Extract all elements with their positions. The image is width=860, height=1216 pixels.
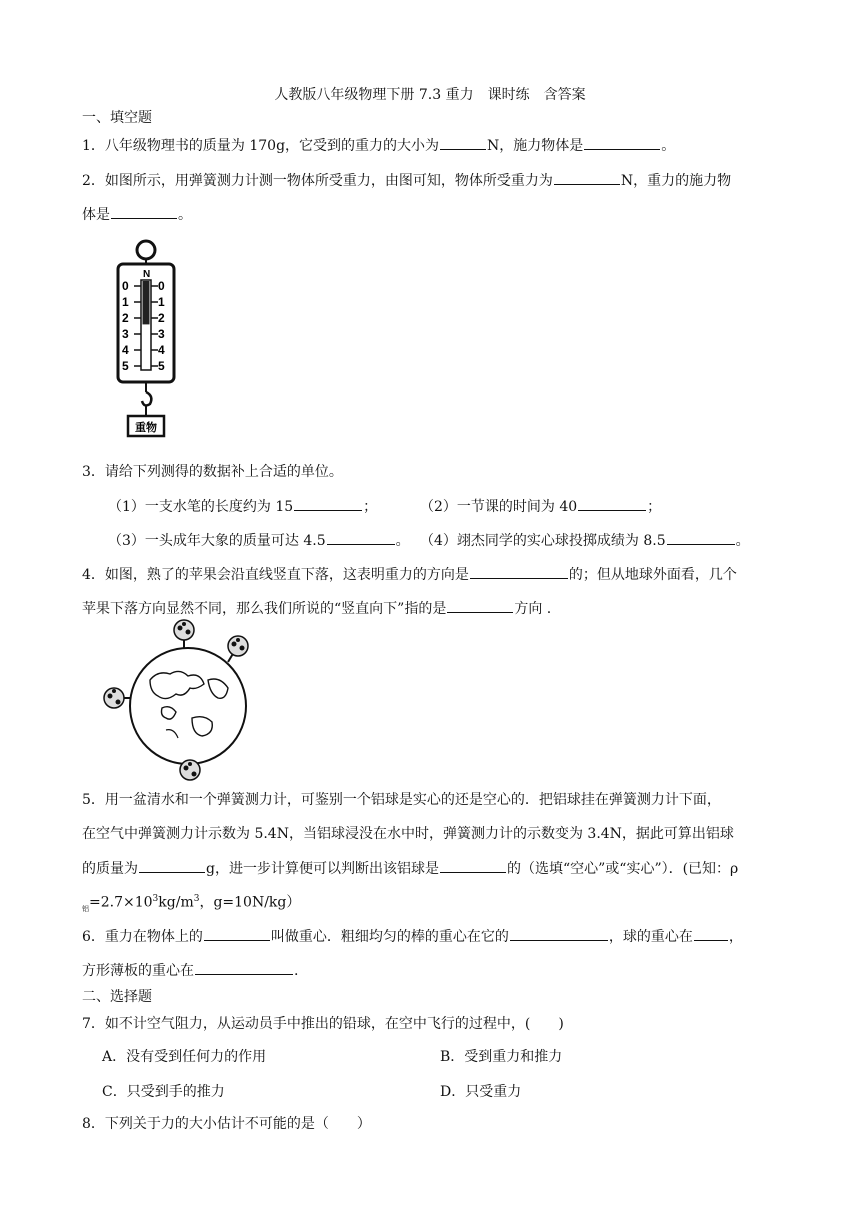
q5-sup-2: 3 <box>193 894 200 904</box>
scale-tick-label-left: 0 <box>122 279 129 293</box>
q3-item-2-end: ； <box>647 499 662 515</box>
q2-text-b: N，重力的施力物 <box>620 173 732 189</box>
scale-fill-bar <box>143 281 150 324</box>
apple-tree-bottom <box>180 760 200 780</box>
q3-item-3-text: （3）一头成年大象的质量可达 4.5 <box>108 533 326 549</box>
q1-text-a: 1．八年级物理书的质量为 170g，它受到的重力的大小为 <box>82 138 440 154</box>
question-2-cont <box>82 204 192 225</box>
q5-text-c1: 的质量为 <box>82 861 138 877</box>
q3-item-3-end: 。 <box>395 533 410 549</box>
question-6 <box>82 926 743 947</box>
q3-item-4-text: （4）翊杰同学的实心球投掷成绩为 8.5 <box>420 533 666 549</box>
q4-text-d: 方向 . <box>514 601 552 617</box>
q4-text-a: 4．如图，熟了的苹果会沿直线竖直下落，这表明重力的方向是 <box>82 567 469 583</box>
q5-blank-2[interactable] <box>440 858 506 873</box>
q6-blank-2[interactable] <box>510 926 608 941</box>
q3-blank-1[interactable] <box>294 496 362 511</box>
scale-tick-label-right: 1 <box>158 295 165 309</box>
q4-blank-2[interactable] <box>447 598 513 613</box>
q3-blank-3[interactable] <box>327 530 395 545</box>
q5-text-d2: kg/m <box>158 894 194 911</box>
scale-tick-label-left: 5 <box>122 359 129 373</box>
scale-tick-label-right: 2 <box>158 311 165 325</box>
question-4 <box>82 564 737 585</box>
q7-option-a[interactable]: A．没有受到任何力的作用 <box>102 1049 267 1065</box>
scale-tick-label-left: 3 <box>122 327 129 341</box>
question-5: 5．用一盆清水和一个弹簧测力计，可鉴别一个铝球是实心的还是空心的．把铝球挂在弹簧测力计下面， <box>82 792 721 808</box>
q6-blank-1[interactable] <box>204 926 270 941</box>
q6-text-c: ，球的重心在 <box>608 929 693 945</box>
earth-apples-figure <box>100 618 260 782</box>
q3-blank-4[interactable] <box>667 530 735 545</box>
scale-tick-label-right: 0 <box>158 279 165 293</box>
question-7: 7．如不计空气阻力，从运动员手中推出的铅球，在空中飞行的过程中，( ) <box>82 1016 564 1032</box>
q5-blank-1[interactable] <box>139 858 205 873</box>
q5-text-d3: ，g=10N/kg） <box>199 894 301 911</box>
section-choice: 二、选择题 <box>82 989 152 1005</box>
question-5-line-3 <box>82 858 738 879</box>
apple-tree-right <box>228 636 248 662</box>
q1-text-b: N，施力物体是 <box>487 138 584 154</box>
q3-blank-2[interactable] <box>578 496 646 511</box>
q2-text-c: 体是 <box>82 207 110 223</box>
section-fill-in: 一、填空题 <box>82 110 152 126</box>
q2-text-a: 2．如图所示，用弹簧测力计测一物体所受重力，由图可知，物体所受重力为 <box>82 173 553 189</box>
q3-item-1-text: （1）一支水笔的长度约为 15 <box>108 499 294 515</box>
earth-globe <box>130 648 246 764</box>
q6-text-a: 6．重力在物体上的 <box>82 929 203 945</box>
q6-text-d: ， <box>728 929 743 945</box>
weight-label: 重物 <box>135 421 157 434</box>
q3-item-4-end: 。 <box>735 533 750 549</box>
q4-blank-1[interactable] <box>470 564 568 579</box>
scale-tick-label-left: 4 <box>122 343 129 357</box>
question-2 <box>82 170 731 191</box>
q3-item-2-text: （2）一节课的时间为 40 <box>420 499 578 515</box>
q1-blank-2[interactable] <box>584 135 660 150</box>
q6-text-e: 方形薄板的重心在 <box>82 963 194 979</box>
q2-blank-1[interactable] <box>554 170 620 185</box>
q5-text-d1: =2.7×10 <box>89 894 153 911</box>
q2-text-d: 。 <box>178 207 192 223</box>
page-title: 人教版八年级物理下册 7.3 重力 课时练 含答案 <box>274 87 586 103</box>
scale-tick-label-right: 3 <box>158 327 165 341</box>
q3-item-4 <box>420 530 750 551</box>
q3-item-1-end: ； <box>363 499 378 515</box>
q3-item-1 <box>108 496 377 517</box>
q6-blank-4[interactable] <box>195 960 293 975</box>
q4-text-b: 的；但从地球外面看，几个 <box>568 567 737 583</box>
q5-text-c3: 的（选填“空心”或“实心”）．(已知：ρ <box>506 861 739 877</box>
question-3: 3．请给下列测得的数据补上合适的单位。 <box>82 464 343 480</box>
q7-option-b[interactable]: B．受到重力和推力 <box>440 1049 563 1065</box>
scale-tick-label-right: 4 <box>158 343 165 357</box>
q4-text-c: 苹果下落方向显然不同，那么我们所说的“竖直向下”指的是 <box>82 601 447 617</box>
q2-blank-2[interactable] <box>111 204 177 219</box>
scale-tick-label-right: 5 <box>158 359 165 373</box>
scale-tick-label-left: 2 <box>122 311 129 325</box>
q6-text-f: . <box>294 963 299 979</box>
q1-text-c: 。 <box>661 138 676 154</box>
question-1 <box>82 135 675 156</box>
q3-item-3 <box>108 530 410 551</box>
q7-option-d[interactable]: D．只受重力 <box>440 1084 522 1100</box>
apple-tree-left <box>104 688 130 708</box>
q1-blank-1[interactable] <box>440 135 486 150</box>
q6-text-b: 叫做重心．粗细均匀的棒的重心在它的 <box>270 929 509 945</box>
q5-text-c2: g，进一步计算便可以判断出该铝球是 <box>206 861 439 877</box>
question-4-cont <box>82 598 551 619</box>
q7-option-c[interactable]: C．只受到手的推力 <box>102 1084 225 1100</box>
question-6-cont <box>82 960 298 981</box>
q5-sup-1: 3 <box>152 894 159 904</box>
scale-unit: N <box>143 269 151 280</box>
question-5-line-4 <box>82 889 300 915</box>
apple-tree-top <box>174 620 194 648</box>
q3-item-2 <box>420 496 661 517</box>
spring-scale-figure <box>108 236 180 442</box>
question-5-line-2: 在空气中弹簧测力计示数为 5.4N，当铝球浸没在水中时，弹簧测力计的示数变为 3.4N，据此可算出铝球 <box>82 826 734 842</box>
q6-blank-3[interactable] <box>694 926 728 941</box>
scale-tick-label-left: 1 <box>122 295 129 309</box>
question-8: 8．下列关于力的大小估计不可能的是（ ） <box>82 1116 371 1132</box>
q5-sub-al: 铝 <box>82 904 89 913</box>
